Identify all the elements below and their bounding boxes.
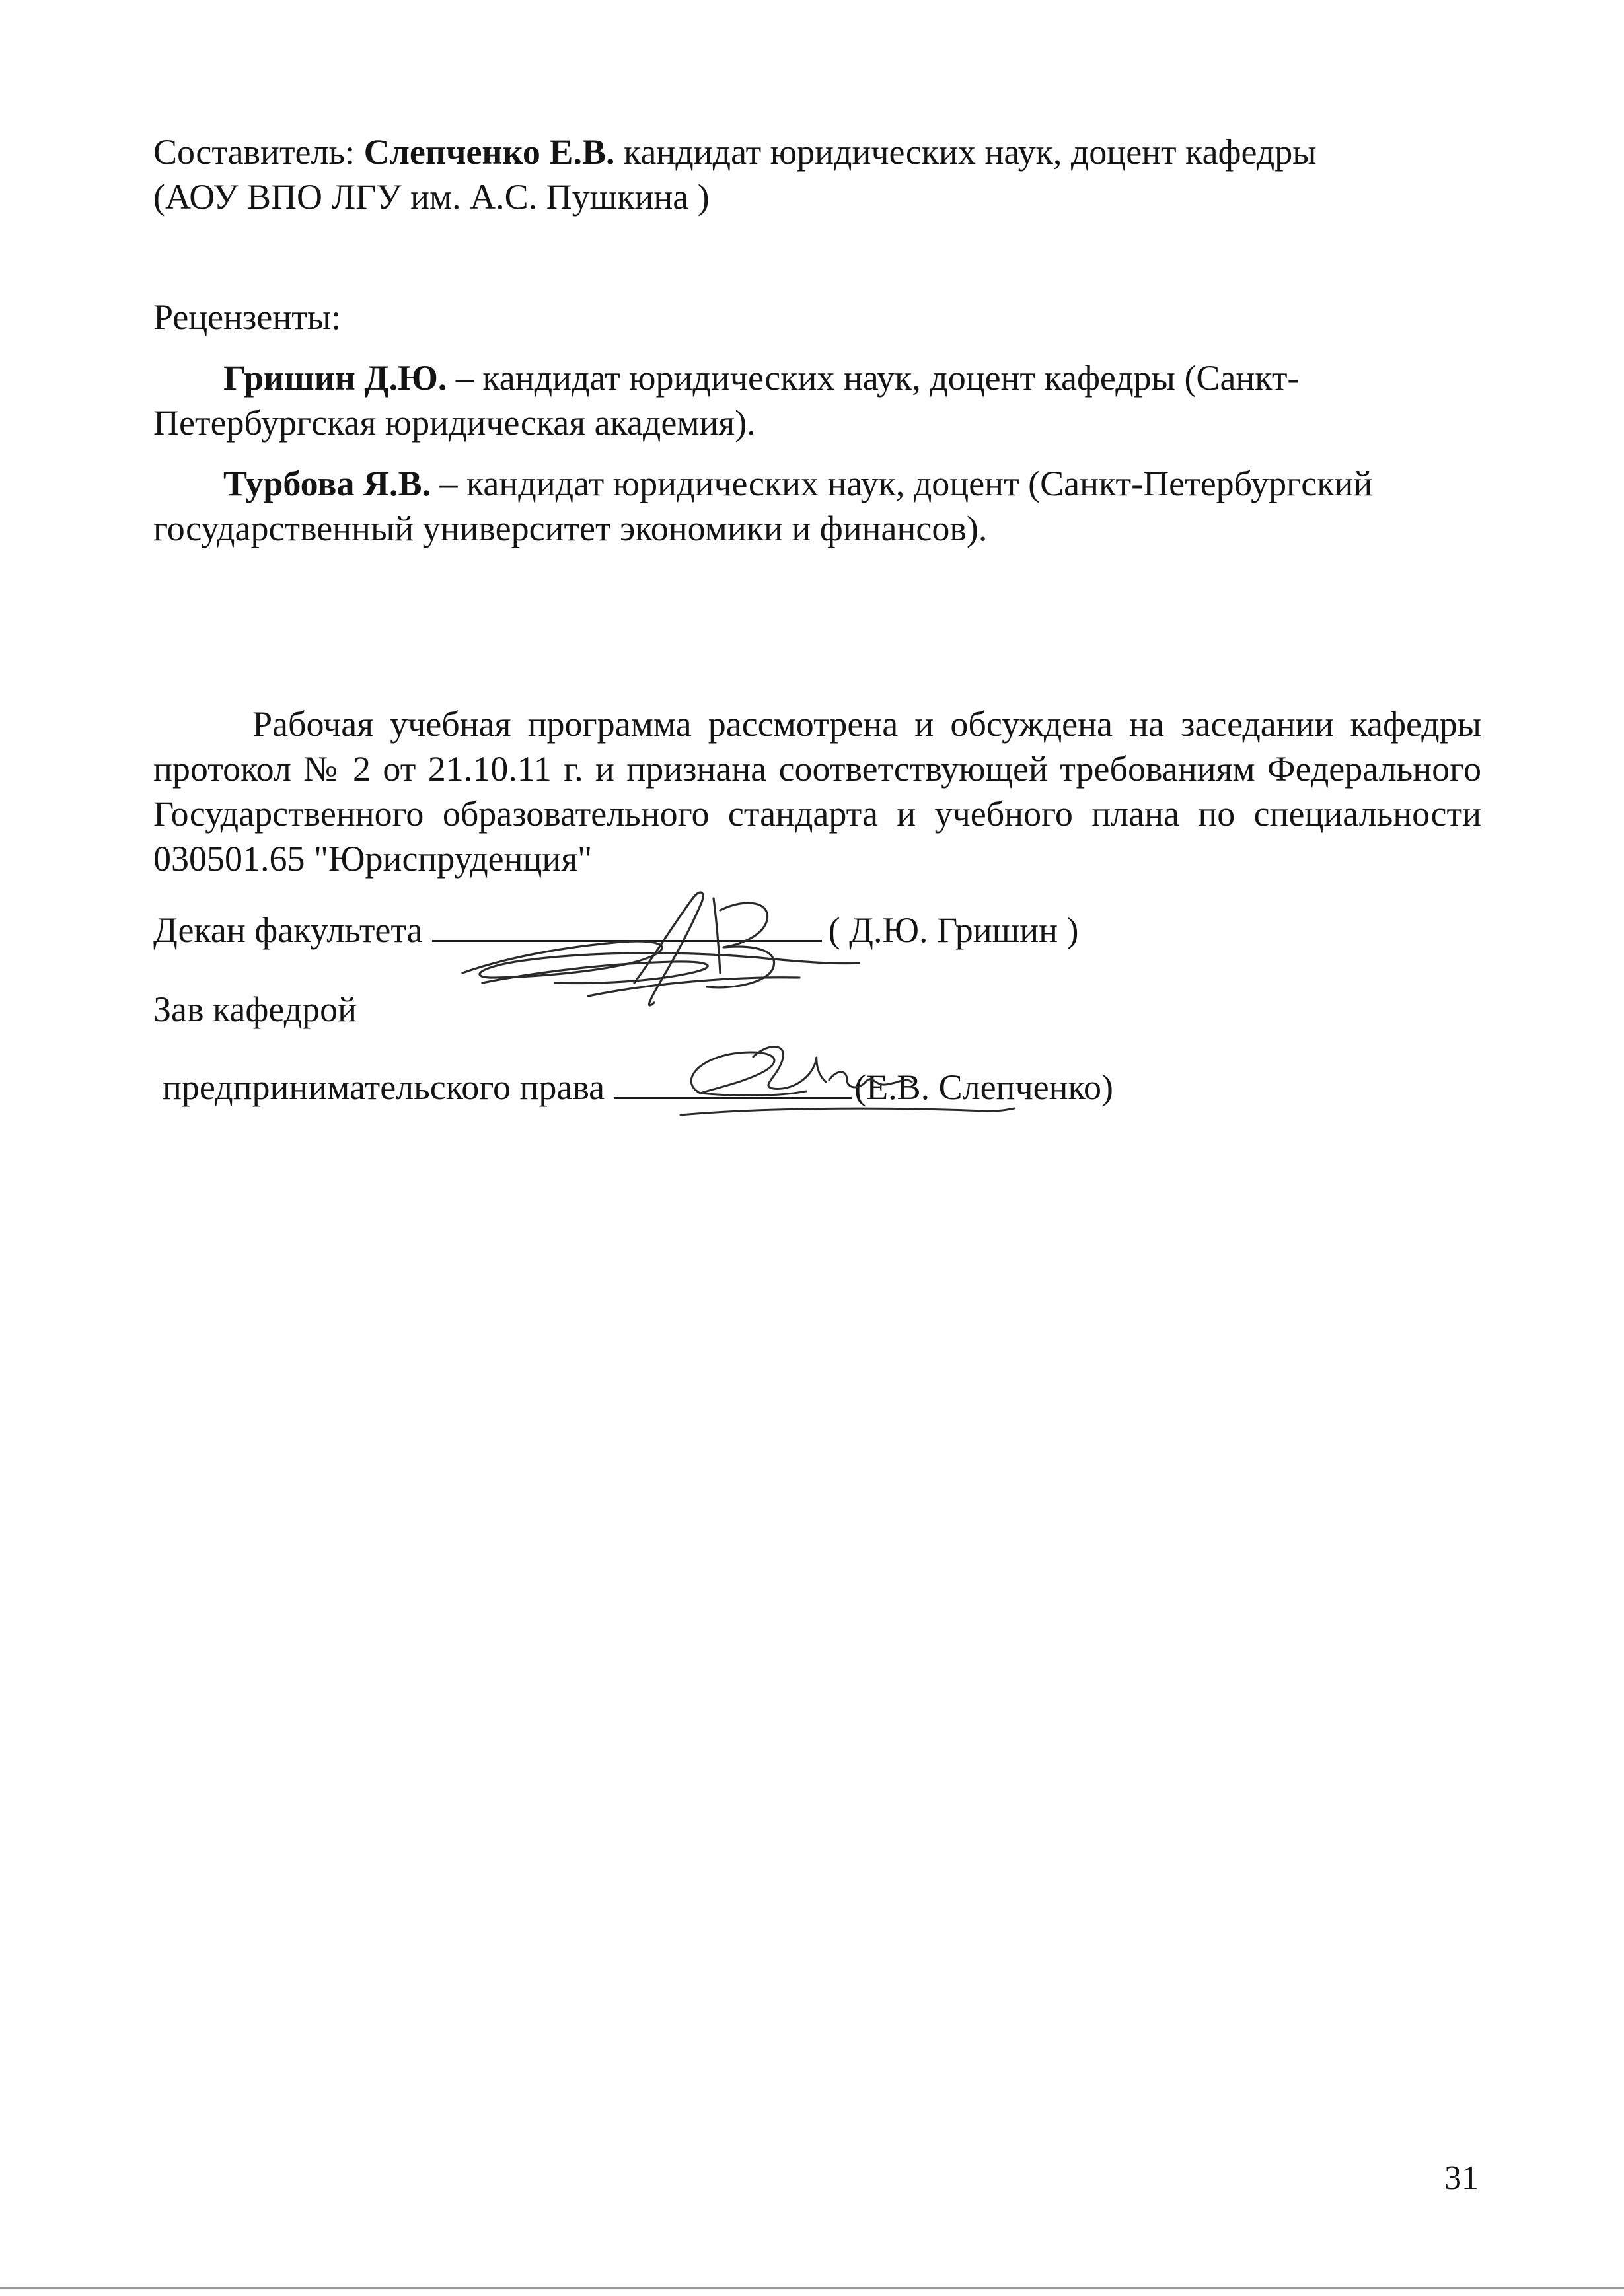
- reviewer-name: Гришин Д.Ю.: [223, 358, 447, 398]
- composer-block: [153, 129, 1481, 219]
- dean-name: ( Д.Ю. Гришин ): [828, 910, 1079, 950]
- reviewer-name: Турбова Я.В.: [223, 464, 431, 503]
- page-bottom-edge: [0, 2287, 1624, 2289]
- head-signature-line: [163, 1065, 1113, 1110]
- reviewer-item: [153, 355, 1481, 445]
- page-number: 31: [1444, 2159, 1479, 2197]
- composer-label: Составитель:: [153, 132, 364, 172]
- reviewer-description: – кандидат юридических наук, доцент (Санкт-Петербургский государственный университет экономики и финансов).: [153, 464, 1373, 548]
- head-label-line: Зав кафедрой: [153, 989, 357, 1029]
- head-signature-blank: [614, 1071, 852, 1099]
- approval-paragraph: Рабочая учебная программа рассмотрена и обсуждена на заседании кафедры протокол № 2 от 21.10.11 г. и признана соответствующей требованиям Федерального Государственного образовательного стандарта и учебного плана по специальности 030501.65 "Юриспруденция": [153, 704, 1481, 879]
- composer-title: кандидат юридических наук, доцент кафедры: [614, 132, 1317, 172]
- reviewer-description: – кандидат юридических наук, доцент кафедры (Санкт-Петербургская юридическая академия).: [153, 358, 1300, 443]
- dean-label: Декан факультета: [153, 910, 423, 950]
- composer-name: Слепченко Е.В.: [363, 132, 615, 172]
- composer-organization: (АОУ ВПО ЛГУ им. А.С. Пушкина ): [153, 177, 710, 217]
- head-label-dept: предпринимательского права: [163, 1067, 605, 1107]
- head-name: (Е.В. Слепченко): [854, 1067, 1113, 1107]
- dean-signature-line: [153, 908, 1079, 952]
- reviewers-heading: Рецензенты:: [153, 297, 342, 337]
- dean-signature-blank: [432, 914, 822, 942]
- reviewer-item: [153, 461, 1481, 551]
